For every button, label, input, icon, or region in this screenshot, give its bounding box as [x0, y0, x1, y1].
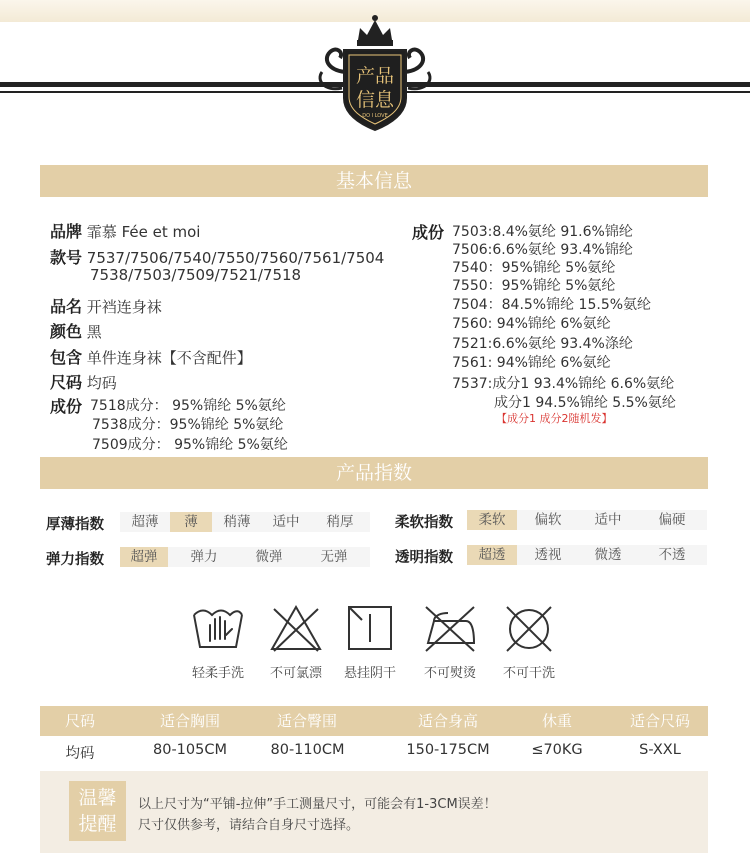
- size-table-cell: 150-175CM: [406, 742, 490, 758]
- product-index-title: 产品指数: [40, 457, 708, 489]
- composition-right-6: 7560: 94%锦纶 6%氨纶: [452, 316, 611, 332]
- composition-right-10: 成分1 94.5%锦纶 5.5%氨纶: [494, 395, 676, 411]
- warm-reminder-box: [40, 771, 708, 853]
- composition-left-1: 7518成分： 95%锦纶 5%氨纶: [90, 398, 286, 414]
- color-row: [50, 319, 102, 342]
- reminder-line1: 以上尺寸为“平铺-拉伸”手工测量尺寸，可能会有1-3CM误差！: [138, 797, 497, 812]
- thickness-option-selected: 薄: [170, 512, 212, 532]
- color-label: 颜色: [50, 322, 83, 341]
- no-iron-icon: [420, 603, 480, 655]
- emblem-tagline: DO I LOVE: [362, 113, 388, 119]
- emblem-title-line2: 信息: [355, 89, 395, 111]
- transparency-option: 微透: [594, 547, 622, 563]
- size-table-header-cell: 适合臀围: [276, 712, 337, 730]
- composition-right-4: 7550：95%锦纶 5%氨纶: [452, 278, 616, 294]
- softness-scale: [467, 510, 707, 530]
- name-label: 品名: [50, 297, 83, 316]
- no-dry-clean-icon: [503, 603, 555, 655]
- package-value: 单件连身袜【不含配件】: [86, 349, 252, 367]
- elasticity-scale: [120, 547, 370, 567]
- care-label-no-dry-clean: 不可干洗: [502, 666, 555, 681]
- elasticity-option: 无弹: [320, 549, 348, 565]
- softness-option: 适中: [594, 512, 622, 528]
- composition-left-3: 7509成分： 95%锦纶 5%氨纶: [92, 437, 288, 453]
- name-row: [50, 294, 162, 317]
- hang-dry-shade-icon: [346, 604, 394, 652]
- size-table-header: [40, 706, 708, 736]
- warm-reminder-badge: [69, 781, 126, 841]
- emblem-title-line1: 产品: [355, 65, 395, 87]
- style-label: 款号: [50, 248, 83, 267]
- size-table-cell: 均码: [65, 746, 95, 762]
- composition-right-5: 7504：84.5%锦纶 15.5%氨纶: [452, 297, 652, 313]
- package-label: 包含: [50, 348, 83, 367]
- badge-line2: 提醒: [78, 813, 117, 835]
- composition-right-label: 成份: [412, 223, 445, 242]
- thickness-option: 稍薄: [223, 514, 251, 530]
- composition-right-1: 7503:8.4%氨纶 91.6%锦纶: [452, 224, 633, 240]
- care-label-hand-wash: 轻柔手洗: [191, 666, 244, 681]
- elasticity-label: 弹力指数: [46, 552, 104, 568]
- size-table-header-cell: 休重: [541, 712, 572, 730]
- composition-right-8: 7561: 94%锦纶 6%氨纶: [452, 355, 611, 371]
- composition-note: 【成分1 成分2随机发】: [496, 412, 613, 425]
- size-row: [50, 370, 117, 393]
- size-table-header-cell: 适合身高: [417, 712, 478, 730]
- thickness-scale: [120, 512, 370, 532]
- transparency-label: 透明指数: [395, 550, 453, 566]
- no-bleach-icon: [268, 603, 324, 653]
- product-info-emblem: [300, 10, 450, 135]
- size-table-header-cell: 适合尺码: [629, 712, 690, 730]
- crown-icon: [357, 15, 393, 46]
- size-label: 尺码: [50, 373, 83, 392]
- care-label-no-iron: 不可熨烫: [423, 666, 476, 681]
- transparency-option-selected: 超透: [467, 545, 517, 565]
- softness-option: 偏软: [534, 512, 562, 528]
- size-table-cell: ≤70KG: [531, 742, 583, 758]
- thickness-option: 超薄: [131, 514, 159, 530]
- thickness-option: 稍厚: [326, 514, 354, 530]
- name-value: 开裆连身袜: [86, 298, 162, 316]
- hand-wash-icon: [190, 601, 246, 651]
- brand-row: [50, 219, 200, 242]
- softness-label: 柔软指数: [395, 515, 453, 531]
- size-table-header-cell: 尺码: [64, 712, 95, 730]
- reminder-line2: 尺寸仅供参考，请结合自身尺寸选择。: [138, 818, 360, 833]
- elasticity-option-selected: 超弹: [120, 547, 168, 567]
- style-value-line1: 7537/7506/7540/7550/7560/7561/7504: [86, 249, 385, 267]
- composition-right-2: 7506:6.6%氨纶 93.4%锦纶: [452, 242, 633, 258]
- brand-label: 品牌: [50, 222, 83, 241]
- package-row: [50, 345, 252, 368]
- size-table-cell: 80-110CM: [270, 742, 345, 758]
- size-table-cell: S-XXL: [639, 742, 681, 758]
- style-value-line2: 7538/7503/7509/7521/7518: [90, 266, 302, 284]
- style-row: [50, 245, 384, 268]
- composition-label: 成份: [50, 397, 83, 416]
- transparency-option: 透视: [534, 547, 562, 563]
- basic-info-title: 基本信息: [40, 165, 708, 197]
- thickness-option: 适中: [272, 514, 300, 530]
- softness-option-selected: 柔软: [467, 510, 517, 530]
- size-table-cell: 80-105CM: [153, 742, 227, 758]
- size-value: 均码: [86, 374, 117, 392]
- brand-value: 霏慕 Fée et moi: [86, 223, 201, 241]
- composition-right-9: 7537:成分1 93.4%锦纶 6.6%氨纶: [452, 376, 675, 392]
- care-label-hang-dry: 悬挂阴干: [343, 666, 396, 681]
- transparency-scale: [467, 545, 707, 565]
- transparency-option: 不透: [658, 547, 686, 563]
- care-label-no-bleach: 不可氯漂: [269, 666, 322, 681]
- softness-option: 偏硬: [658, 512, 686, 528]
- elasticity-option: 微弹: [255, 549, 283, 565]
- badge-line1: 温馨: [78, 787, 117, 809]
- size-table-header-cell: 适合胸围: [159, 712, 220, 730]
- thickness-label: 厚薄指数: [46, 517, 104, 533]
- composition-right-7: 7521:6.6%氨纶 93.4%涤纶: [452, 336, 633, 352]
- color-value: 黑: [86, 323, 102, 341]
- composition-left-2: 7538成分：95%锦纶 5%氨纶: [92, 417, 284, 433]
- composition-right-3: 7540：95%锦纶 5%氨纶: [452, 260, 616, 276]
- elasticity-option: 弹力: [190, 549, 218, 565]
